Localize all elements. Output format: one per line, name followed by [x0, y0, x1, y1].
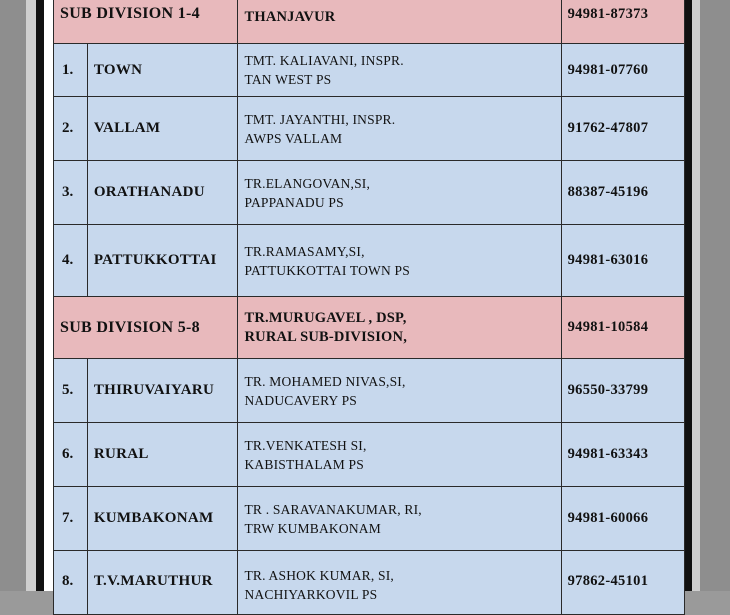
station-name: ORATHANADU — [87, 161, 238, 225]
station-name: PATTUKKOTTAI — [87, 225, 238, 297]
row-number: 8. — [54, 551, 88, 615]
phone-number: 88387-45196 — [561, 161, 684, 225]
officer-line-2: PAPPANADU PS — [244, 194, 344, 210]
row-number: 4. — [54, 225, 88, 297]
subdivision-row — [54, 0, 685, 44]
phone-number: 94981-63343 — [561, 423, 684, 487]
officer-line-2: THANJAVUR — [244, 9, 336, 25]
officer-line-2: PATTUKKOTTAI TOWN PS — [244, 262, 410, 278]
officer-directory-table — [53, 0, 685, 615]
officer-line-1: TR.RAMASAMY,SI, — [244, 243, 365, 259]
officer-cell — [238, 423, 561, 487]
station-row — [54, 161, 685, 225]
officer-line-1: TR . SARAVANAKUMAR, RI, — [244, 501, 422, 517]
row-number: 6. — [54, 423, 88, 487]
phone-number: 97862-45101 — [561, 551, 684, 615]
scan-margin-left — [0, 0, 26, 591]
station-name: THIRUVAIYARU — [87, 359, 238, 423]
station-name: T.V.MARUTHUR — [87, 551, 238, 615]
station-name: TOWN — [87, 44, 238, 97]
station-row — [54, 423, 685, 487]
officer-cell — [238, 97, 561, 161]
officer-line-1: TMT. KALIAVANI, INSPR. — [244, 53, 404, 68]
subdivision-label: SUB DIVISION 5-8 — [54, 297, 238, 359]
officer-line-2: TRW KUMBAKONAM — [244, 520, 381, 536]
officer-cell — [238, 161, 561, 225]
officer-cell — [238, 297, 561, 359]
officer-cell — [238, 225, 561, 297]
scan-margin-right — [700, 0, 730, 591]
station-row — [54, 359, 685, 423]
officer-cell — [238, 0, 561, 44]
page-edge-right — [692, 0, 700, 591]
officer-line-2: AWPS VALLAM — [244, 130, 343, 146]
row-number: 5. — [54, 359, 88, 423]
row-number: 2. — [54, 97, 88, 161]
officer-line-1: TR.VENKATESH SI, — [244, 437, 367, 453]
phone-number: 94981-63016 — [561, 225, 684, 297]
officer-line-2: NACHIYARKOVIL PS — [244, 587, 378, 602]
officer-cell — [238, 44, 561, 97]
station-name: RURAL — [87, 423, 238, 487]
row-number: 1. — [54, 44, 88, 97]
officer-line-1: TR. ASHOK KUMAR, SI, — [244, 568, 395, 583]
officer-line-1: TR. MOHAMED NIVAS,SI, — [244, 373, 406, 389]
subdivision-label: SUB DIVISION 1-4 — [54, 0, 238, 44]
station-row — [54, 225, 685, 297]
phone-number: 91762-47807 — [561, 97, 684, 161]
row-number: 7. — [54, 487, 88, 551]
station-name: KUMBAKONAM — [87, 487, 238, 551]
station-row — [54, 487, 685, 551]
page-edge-left — [26, 0, 36, 591]
officer-line-2: TAN WEST PS — [244, 72, 332, 87]
subdivision-row — [54, 297, 685, 359]
officer-line-1: TR.MURUGAVEL , DSP, — [244, 309, 407, 326]
officer-line-2: RURAL SUB-DIVISION, — [244, 328, 408, 345]
station-row — [54, 551, 685, 615]
station-row — [54, 44, 685, 97]
phone-number: 96550-33799 — [561, 359, 684, 423]
officer-cell — [238, 551, 561, 615]
phone-number: 94981-60066 — [561, 487, 684, 551]
station-name: VALLAM — [87, 97, 238, 161]
phone-number: 94981-10584 — [561, 297, 684, 359]
row-number: 3. — [54, 161, 88, 225]
officer-line-2: NADUCAVERY PS — [244, 392, 357, 408]
officer-line-2: KABISTHALAM PS — [244, 456, 364, 472]
phone-number: 94981-87373 — [561, 0, 684, 44]
station-row — [54, 97, 685, 161]
officer-line-1: TMT. JAYANTHI, INSPR. — [244, 111, 396, 127]
officer-line-1: TR.ELANGOVAN,SI, — [244, 175, 371, 191]
officer-cell — [238, 359, 561, 423]
officer-cell — [238, 487, 561, 551]
phone-number: 94981-07760 — [561, 44, 684, 97]
